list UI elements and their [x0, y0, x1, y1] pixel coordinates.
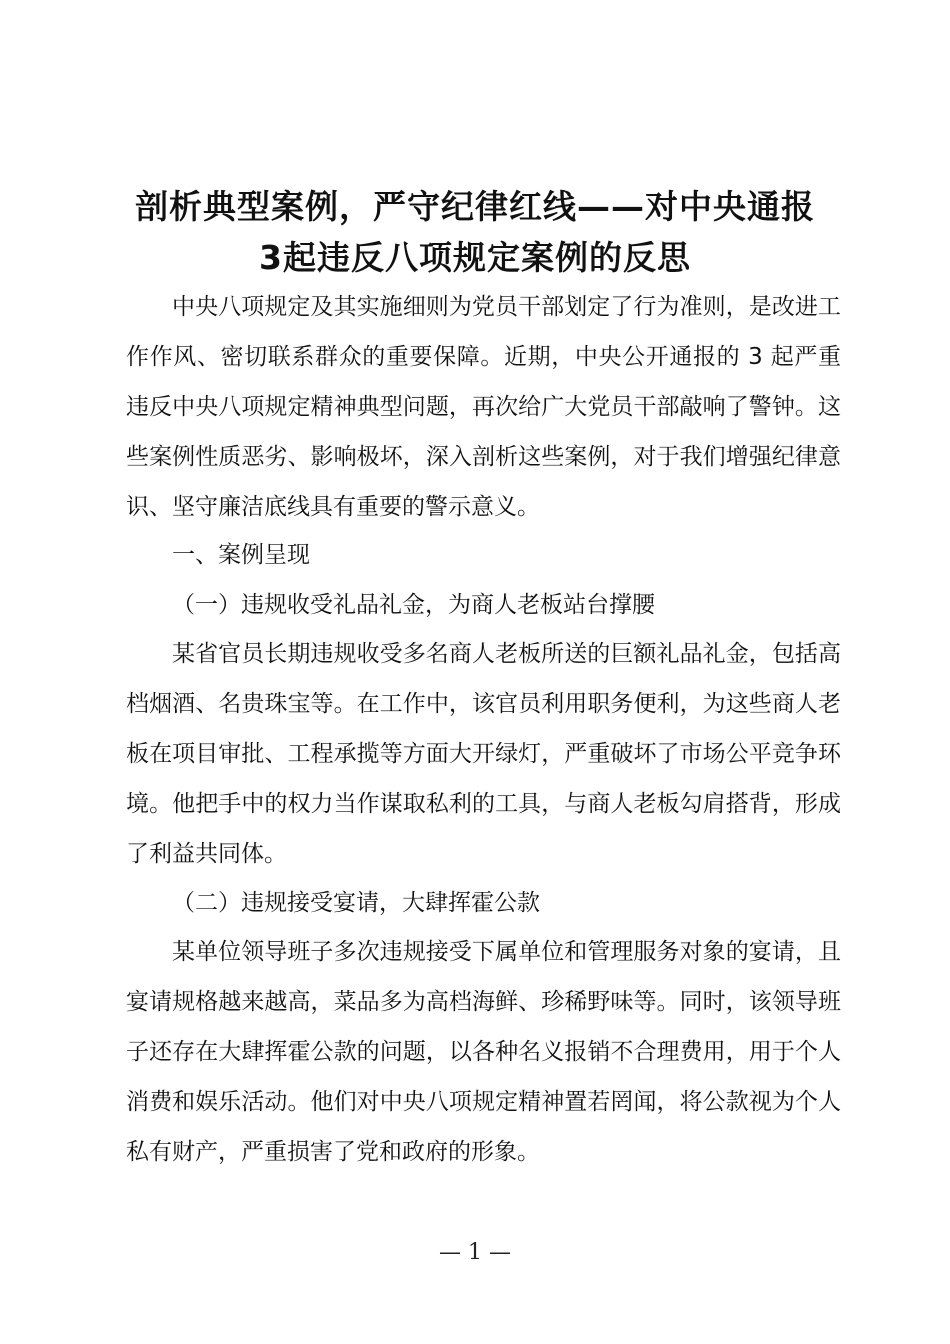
document-title-line-1: 剖析典型案例，严守纪律红线——对中央通报 — [135, 187, 815, 226]
page-number: — 1 — — [439, 1240, 511, 1265]
section-heading: 一、案例呈现 — [172, 542, 310, 568]
document-title-line-2: 3起违反八项规定案例的反思 — [259, 238, 691, 277]
case-1-heading: （一）违规收受礼品礼金，为商人老板站台撑腰 — [172, 592, 655, 618]
intro-paragraph: 中央八项规定及其实施细则为党员干部划定了行为准则，是改进工作作风、密切联系群众的重要保障。近期，中央公开通报的 3 起严重违反中央八项规定精神典型问题，再次给广大党员干部敲响了警钟。这些案例性质恶劣、影响极坏，深入剖析这些案例，对于我们增强纪律意识、坚守廉洁底线具有重要的警示意义。 — [126, 294, 841, 520]
case-2-heading: （二）违规接受宴请，大肆挥霍公款 — [172, 890, 540, 916]
case-1-paragraph: 某省官员长期违规收受多名商人老板所送的巨额礼品礼金，包括高档烟酒、名贵珠宝等。在工作中，该官员利用职务便利，为这些商人老板在项目审批、工程承揽等方面大开绿灯，严重破坏了市场公平竞争环境。他把手中的权力当作谋取私利的工具，与商人老板勾肩搭背，形成了利益共同体。 — [126, 641, 841, 867]
case-2-paragraph: 某单位领导班子多次违规接受下属单位和管理服务对象的宴请，且宴请规格越来越高，菜品多为高档海鲜、珍稀野味等。同时，该领导班子还存在大肆挥霍公款的问题，以各种名义报销不合理费用，用于个人消费和娱乐活动。他们对中央八项规定精神置若罔闻，将公款视为个人私有财产，严重损害了党和政府的形象。 — [126, 939, 841, 1165]
